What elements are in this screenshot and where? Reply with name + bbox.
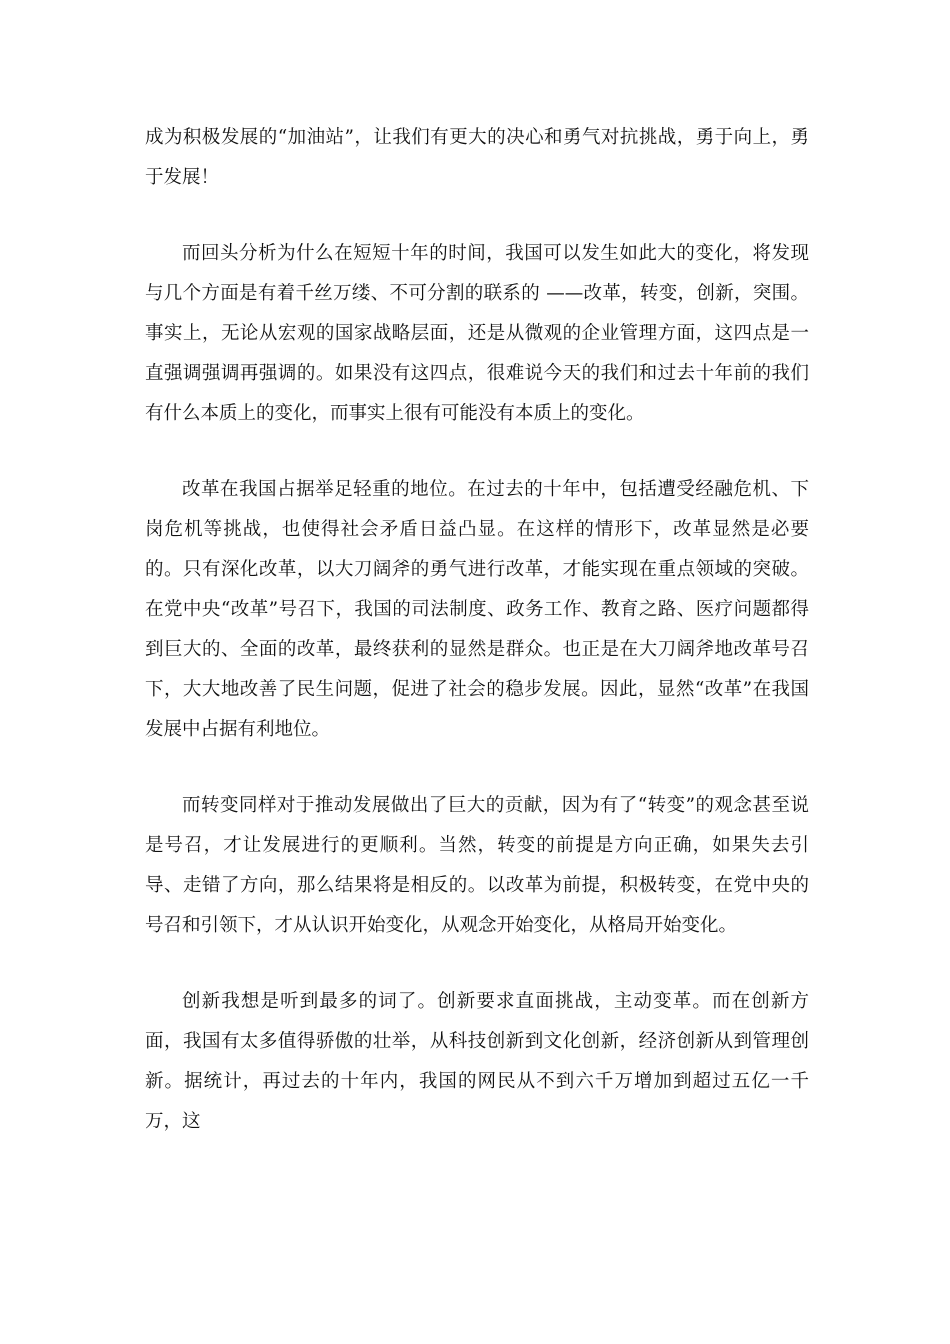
paragraph-continued: 成为积极发展的“加油站”，让我们有更大的决心和勇气对抗挑战，勇于向上，勇于发展！ — [145, 127, 809, 188]
paragraph-innovation: 创新我想是听到最多的词了。创新要求直面挑战，主动变革。而在创新方面，我国有太多值得骄傲的壮举，从科技创新到文化创新，经济创新从到管理创新。据统计，再过去的十年内，我国的网民从不到六千万增加到超过五亿一千万，这 — [145, 991, 809, 1132]
paragraph-transformation: 而转变同样对于推动发展做出了巨大的贡献，因为有了“转变”的观念甚至说是号召，才让发展进行的更顺利。当然，转变的前提是方向正确，如果失去引导、走错了方向，那么结果将是相反的。以改革为前提，积极转变，在党中央的号召和引领下，才从认识开始变化，从观念开始变化，从格局开始变化。 — [145, 795, 809, 936]
paragraph-reform-overview: 而回头分析为什么在短短十年的时间，我国可以发生如此大的变化，将发现与几个方面是有着千丝万缕、不可分割的联系的 ——改革，转变，创新，突围。事实上，无论从宏观的国家战略层面，还是从微观的企业管理方面，这四点是一直强调强调再强调的。如果没有这四点，很难说今天的我们和过去十年前的我们有什么本质上的变化，而事实上很有可能没有本质上的变化。 — [145, 243, 809, 424]
paragraph-reform: 改革在我国占据举足轻重的地位。在过去的十年中，包括遭受经融危机、下岗危机等挑战，也使得社会矛盾日益凸显。在这样的情形下，改革显然是必要的。只有深化改革，以大刀阔斧的勇气进行改革，才能实现在重点领域的突破。在党中央“改革”号召下，我国的司法制度、政务工作、教育之路、医疗问题都得到巨大的、全面的改革，最终获利的显然是群众。也正是在大刀阔斧地改革号召下，大大地改善了民生问题，促进了社会的稳步发展。因此，显然“改革”在我国发展中占据有利地位。 — [145, 479, 809, 740]
document-body — [145, 118, 809, 1178]
